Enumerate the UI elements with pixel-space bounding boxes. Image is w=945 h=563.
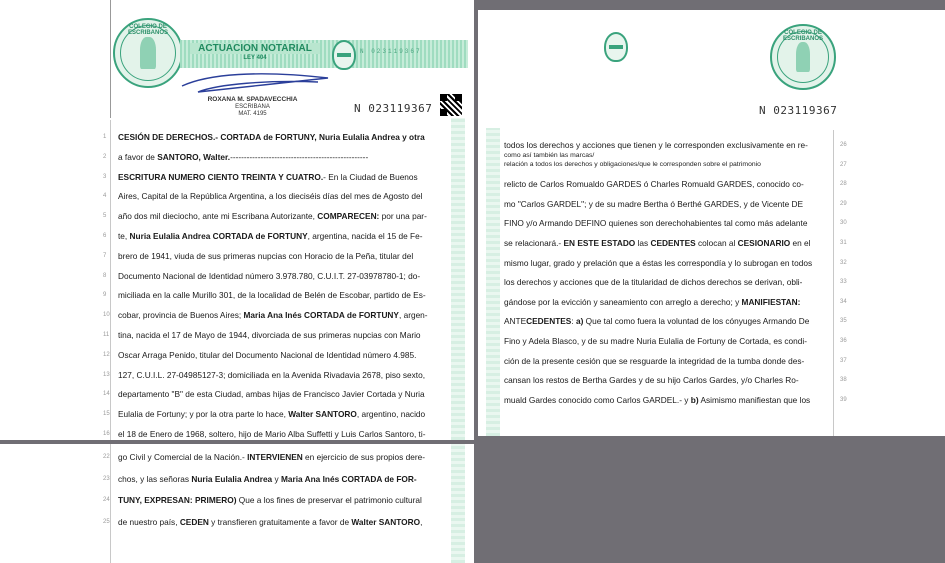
- document-page-left: [0, 0, 474, 440]
- line-number: 34: [840, 298, 847, 305]
- line-number: 39: [840, 396, 847, 403]
- line-number: 38: [840, 377, 847, 384]
- text-line: los derechos y acciones que de la titularidad de dichos derechos se derivan, obli-: [504, 277, 803, 288]
- margin-rule: [110, 444, 111, 563]
- text-line: ESCRITURA NUMERO CIENTO TREINTA Y CUATRO.- En la Ciudad de Buenos: [118, 171, 418, 182]
- text-line: cobar, provincia de Buenos Aires; Maria Ana Inés CORTADA de FORTUNY, argen-: [118, 310, 428, 321]
- text-line: mismo lugar, grado y prelación que a éstas les correspondía y lo subrogan en todos: [504, 257, 813, 268]
- text-line: de nuestro país, CEDEN y transfieren gratuitamente a favor de Walter SANTORO,: [118, 516, 423, 527]
- line-number: 1: [103, 134, 107, 140]
- line-number: 31: [840, 240, 847, 246]
- text-line: FINO y/o Armando DEFINO quienes son derechohabientes tal como más adelante: [504, 218, 808, 229]
- text-line: Aires, Capital de la República Argentina, a los dieciséis días del mes de Agosto del: [118, 191, 423, 202]
- line-number: 37: [840, 357, 847, 364]
- text-line: departamento "B" de esta Ciudad, ambas hijas de Francisco Javier Cortada y Nuria: [118, 389, 425, 400]
- stamp-role: ESCRIBANA: [235, 104, 270, 110]
- text-line: miciliada en la calle Murillo 301, de la localidad de Belén de Escobar, partido de Es-: [118, 290, 426, 301]
- line-number: 9: [103, 292, 107, 299]
- text-line: go Civil y Comercial de la Nación.- INTERVIENEN en ejercicio de sus propios dere-: [118, 452, 425, 462]
- line-number: 4: [103, 193, 107, 200]
- insertion-note: como así también las marcas/: [504, 152, 595, 159]
- document-page-right: [478, 10, 945, 436]
- line-number: 7: [103, 252, 107, 259]
- line-number: 33: [840, 279, 847, 286]
- coat-of-arms-icon: [604, 32, 628, 62]
- line-number: 36: [840, 338, 847, 344]
- security-strip: [451, 118, 465, 440]
- qr-code-icon: [440, 94, 462, 116]
- line-number: 29: [840, 200, 847, 207]
- text-line: el 18 de Enero de 1968, soltero, hijo de Mario Alba Suffetti y Luis Carlos Santoro, ti-: [118, 429, 426, 439]
- line-number: 11: [103, 332, 110, 338]
- line-number: 16: [103, 431, 110, 437]
- line-number: 30: [840, 220, 847, 227]
- stamp-name: ROXANA M. SPADAVECCHIA: [207, 96, 298, 103]
- banner-title: ACTUACION NOTARIAL: [190, 43, 320, 54]
- margin-rule: [833, 130, 834, 436]
- document-page-bottom: [0, 444, 474, 563]
- line-number: 22: [103, 454, 110, 460]
- text-line: brero de 1941, viuda de sus primeras nupcias con Horacio de la Peña, titular del: [118, 250, 414, 261]
- security-strip: [486, 128, 500, 436]
- text-line: CESIÓN DE DERECHOS.- CORTADA de FORTUNY, Nuria Eulalia Andrea y otra: [118, 132, 425, 142]
- text-line: gándose por la evicción y saneamiento con arreglo a derecho; y MANIFIESTAN:: [504, 296, 801, 307]
- line-number: 35: [840, 318, 847, 325]
- seal-text: COLEGIO DE ESCRIBANOS: [127, 23, 168, 36]
- line-number: 12: [103, 351, 110, 358]
- colegio-seal-icon: [770, 24, 836, 90]
- line-number: 10: [103, 312, 110, 319]
- banner-serial: N 023119367: [360, 48, 422, 55]
- line-number: 25: [103, 518, 110, 525]
- text-line: Documento Nacional de Identidad número 3.978.780, C.U.I.T. 27-03978780-1; do-: [118, 270, 421, 281]
- text-line: TUNY, EXPRESAN: PRIMERO) Que a los fines de preservar el patrimonio cultural: [118, 495, 422, 505]
- text-line: año dos mil dieciocho, ante mi Escribana Autorizante, COMPARECEN: por una par-: [118, 211, 427, 222]
- text-line: mo "Carlos GARDEL"; y de su madre Bertha ó Berthé GARDES, y de Vicente DE: [504, 198, 804, 209]
- line-number: 6: [103, 233, 107, 239]
- line-number: 8: [103, 272, 107, 279]
- text-line: te, Nuria Eulalia Andrea CORTADA de FORTUNY, argentina, nacida el 15 de Fe-: [118, 231, 423, 241]
- signature-icon: [178, 72, 333, 94]
- text-line: ción de la presente cesión que se resguarde la integridad de la tumba donde des-: [504, 355, 805, 366]
- text-line: 127, C.U.I.L. 27-04985127-3; domiciliada en la Avenida Rivadavia 2678, piso sexto,: [118, 369, 426, 380]
- line-number: 32: [840, 259, 847, 266]
- text-line: todos los derechos y acciones que tienen y le corresponden exclusivamente en re-: [504, 140, 808, 150]
- text-line: chos, y las señoras Nuria Eulalia Andrea y Maria Ana Inés CORTADA de FOR-: [118, 473, 417, 484]
- colegio-seal-icon: [113, 18, 183, 88]
- serial-number: N 023119367: [759, 104, 838, 117]
- line-number: 5: [103, 213, 107, 220]
- line-number: 28: [840, 181, 847, 188]
- text-line: Oscar Arraga Penido, titular del Documento Nacional de Identidad número 4.985.: [118, 349, 417, 360]
- line-number: 24: [103, 497, 110, 503]
- coat-of-arms-icon: [332, 40, 356, 70]
- serial-number: N 023119367: [354, 102, 433, 115]
- text-line: Eulalia de Fortuny; y por la otra parte lo hace, Walter SANTORO, argentino, nacido: [118, 409, 426, 420]
- line-number: 26: [840, 142, 847, 148]
- text-line: muald Gardes conocido como Carlos GARDEL.- y b) Asimismo manifiestan que los: [504, 394, 811, 405]
- insertion-note: relación a todos los derechos y obligaciones/que le corresponden sobre el patrimonio: [504, 161, 761, 168]
- line-number: 15: [103, 411, 110, 418]
- seal-text: COLEGIO DE ESCRIBANOS: [782, 29, 823, 42]
- actuacion-banner: [180, 40, 468, 68]
- text-line: tina, nacida el 17 de Mayo de 1944, divorciada de sus primeras nupcias con Mario: [118, 330, 421, 340]
- text-line: cansan los restos de Bertha Gardes y de su hijo Carlos Gardes, y/o Charles Ro-: [504, 375, 799, 386]
- text-line: se relacionará.- EN ESTE ESTADO las CEDENTES colocan al CESIONARIO en el: [504, 238, 811, 248]
- text-line: ANTECEDENTES: a) Que tal como fuera la voluntad de los cónyuges Armando De: [504, 316, 810, 327]
- line-number: 13: [103, 371, 110, 378]
- line-number: 2: [103, 153, 107, 160]
- security-strip: [451, 444, 465, 563]
- line-number: 23: [103, 475, 110, 482]
- text-line: Fino y Adela Blasco, y de su madre Nuria Eulalia de Fortuny de Cortada, es condi-: [504, 336, 807, 346]
- text-line: a favor de SANTORO, Walter.--------------------------------------------------: [118, 151, 369, 162]
- stamp-mat: MAT. 4195: [238, 111, 267, 117]
- text-line: relicto de Carlos Romualdo GARDES ó Charles Romuald GARDES, conocido co-: [504, 179, 804, 190]
- line-number: 14: [103, 391, 110, 398]
- line-number: 3: [103, 173, 107, 180]
- notary-stamp: [195, 96, 310, 118]
- banner-subtitle: LEY 404: [243, 55, 267, 61]
- line-number: 27: [840, 161, 847, 168]
- margin-rule: [110, 120, 111, 440]
